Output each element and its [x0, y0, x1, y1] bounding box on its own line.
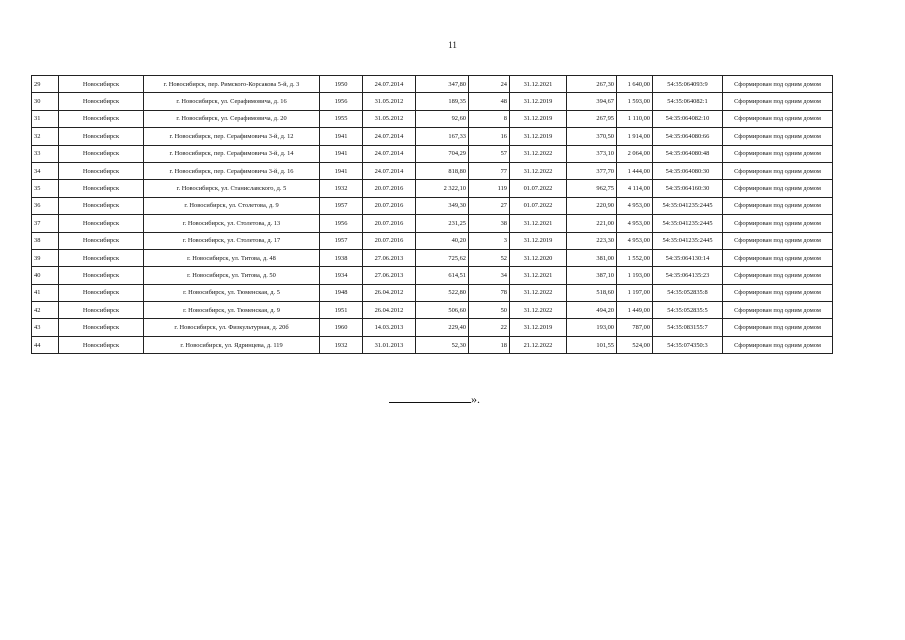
living-area-cell: 267,95: [567, 110, 617, 127]
year-built-cell: 1941: [320, 162, 363, 179]
year-built-cell: 1956: [320, 93, 363, 110]
address-cell: г. Новосибирск, пер. Римского-Корсакова 5-й, д. 3: [144, 76, 320, 93]
row-number: 37: [32, 215, 59, 232]
cadastral-number-cell: 54:35:074350:3: [653, 336, 723, 353]
land-area-cell: 1 110,00: [617, 110, 653, 127]
address-cell: г. Новосибирск, ул. Тюменская, д. 9: [144, 302, 320, 319]
land-area-cell: 1 193,00: [617, 267, 653, 284]
row-number: 31: [32, 110, 59, 127]
row-number: 38: [32, 232, 59, 249]
row-number: 32: [32, 128, 59, 145]
year-built-cell: 1956: [320, 215, 363, 232]
cadastral-number-cell: 54:35:083155:7: [653, 319, 723, 336]
deadline-cell: 31.12.2021: [510, 267, 567, 284]
living-area-cell: 221,00: [567, 215, 617, 232]
living-area-cell: 377,70: [567, 162, 617, 179]
deadline-cell: 31.12.2019: [510, 93, 567, 110]
deadline-cell: 31.12.2021: [510, 215, 567, 232]
residents-cell: 52: [469, 249, 510, 266]
address-cell: г. Новосибирск, ул. Серафимовича, д. 16: [144, 93, 320, 110]
cadastral-number-cell: 54:35:064080:48: [653, 145, 723, 162]
area-cell: 349,30: [416, 197, 469, 214]
land-status-cell: Сформирован под одним домом: [723, 180, 833, 197]
closing-quote: ».: [471, 392, 480, 406]
area-cell: 704,29: [416, 145, 469, 162]
table-row: [32, 267, 833, 284]
settlement-cell: Новосибирск: [59, 319, 144, 336]
deadline-cell: 31.12.2019: [510, 232, 567, 249]
land-status-cell: Сформирован под одним домом: [723, 232, 833, 249]
land-area-cell: 4 114,00: [617, 180, 653, 197]
deadline-cell: 31.12.2022: [510, 145, 567, 162]
land-status-cell: Сформирован под одним домом: [723, 267, 833, 284]
table-row: [32, 319, 833, 336]
year-built-cell: 1950: [320, 76, 363, 93]
decision-date-cell: 27.06.2013: [363, 267, 416, 284]
cadastral-number-cell: 54:35:064080:66: [653, 128, 723, 145]
cadastral-number-cell: 54:35:041235:2445: [653, 232, 723, 249]
residents-cell: 27: [469, 197, 510, 214]
residents-cell: 34: [469, 267, 510, 284]
residents-cell: 3: [469, 232, 510, 249]
land-status-cell: Сформирован под одним домом: [723, 145, 833, 162]
deadline-cell: 31.12.2021: [510, 76, 567, 93]
year-built-cell: 1934: [320, 267, 363, 284]
row-number: 35: [32, 180, 59, 197]
settlement-cell: Новосибирск: [59, 302, 144, 319]
settlement-cell: Новосибирск: [59, 145, 144, 162]
year-built-cell: 1960: [320, 319, 363, 336]
land-status-cell: Сформирован под одним домом: [723, 319, 833, 336]
area-cell: 92,60: [416, 110, 469, 127]
table-row: [32, 336, 833, 353]
area-cell: 189,35: [416, 93, 469, 110]
address-cell: г. Новосибирск, ул. Ядринцева, д. 119: [144, 336, 320, 353]
row-number: 40: [32, 267, 59, 284]
decision-date-cell: 31.05.2012: [363, 110, 416, 127]
cadastral-number-cell: 54:35:052835:8: [653, 284, 723, 301]
settlement-cell: Новосибирск: [59, 162, 144, 179]
deadline-cell: 31.12.2020: [510, 249, 567, 266]
residents-cell: 57: [469, 145, 510, 162]
living-area-cell: 518,60: [567, 284, 617, 301]
address-cell: г. Новосибирск, ул. Тюменская, д. 5: [144, 284, 320, 301]
row-number: 34: [32, 162, 59, 179]
settlement-cell: Новосибирск: [59, 76, 144, 93]
table-row: [32, 145, 833, 162]
decision-date-cell: 20.07.2016: [363, 215, 416, 232]
cadastral-number-cell: 54:35:041235:2445: [653, 215, 723, 232]
residents-cell: 50: [469, 302, 510, 319]
row-number: 29: [32, 76, 59, 93]
area-cell: 167,33: [416, 128, 469, 145]
land-status-cell: Сформирован под одним домом: [723, 128, 833, 145]
residents-cell: 48: [469, 93, 510, 110]
table-row: [32, 93, 833, 110]
cadastral-number-cell: 54:35:064080:30: [653, 162, 723, 179]
deadline-cell: 31.12.2022: [510, 162, 567, 179]
area-cell: 2 322,10: [416, 180, 469, 197]
cadastral-number-cell: 54:35:064135:23: [653, 267, 723, 284]
area-cell: 347,80: [416, 76, 469, 93]
page-number: 11: [448, 40, 457, 50]
signature-underline: [389, 392, 471, 403]
year-built-cell: 1941: [320, 128, 363, 145]
address-cell: г. Новосибирск, ул. Столетова, д. 17: [144, 232, 320, 249]
residents-cell: 78: [469, 284, 510, 301]
land-area-cell: 1 640,00: [617, 76, 653, 93]
land-status-cell: Сформирован под одним домом: [723, 76, 833, 93]
area-cell: 522,80: [416, 284, 469, 301]
decision-date-cell: 31.05.2012: [363, 93, 416, 110]
living-area-cell: 193,00: [567, 319, 617, 336]
residents-cell: 119: [469, 180, 510, 197]
land-status-cell: Сформирован под одним домом: [723, 215, 833, 232]
deadline-cell: 31.12.2019: [510, 110, 567, 127]
decision-date-cell: 20.07.2016: [363, 232, 416, 249]
settlement-cell: Новосибирск: [59, 197, 144, 214]
address-cell: г. Новосибирск, ул. Столетова, д. 13: [144, 215, 320, 232]
year-built-cell: 1957: [320, 197, 363, 214]
residents-cell: 24: [469, 76, 510, 93]
area-cell: 40,20: [416, 232, 469, 249]
year-built-cell: 1948: [320, 284, 363, 301]
row-number: 30: [32, 93, 59, 110]
living-area-cell: 223,30: [567, 232, 617, 249]
address-cell: г. Новосибирск, пер. Серафимовича 3-й, д. 14: [144, 145, 320, 162]
address-cell: г. Новосибирск, ул. Титова, д. 50: [144, 267, 320, 284]
deadline-cell: 21.12.2022: [510, 336, 567, 353]
land-area-cell: 4 953,00: [617, 197, 653, 214]
settlement-cell: Новосибирск: [59, 267, 144, 284]
living-area-cell: 370,50: [567, 128, 617, 145]
land-area-cell: 787,00: [617, 319, 653, 336]
living-area-cell: 267,30: [567, 76, 617, 93]
cadastral-number-cell: 54:35:064130:14: [653, 249, 723, 266]
deadline-cell: 31.12.2019: [510, 319, 567, 336]
land-status-cell: Сформирован под одним домом: [723, 93, 833, 110]
decision-date-cell: 20.07.2016: [363, 180, 416, 197]
living-area-cell: 381,00: [567, 249, 617, 266]
decision-date-cell: 26.04.2012: [363, 284, 416, 301]
table-row: [32, 76, 833, 93]
table-row: [32, 110, 833, 127]
land-area-cell: 1 914,00: [617, 128, 653, 145]
year-built-cell: 1932: [320, 180, 363, 197]
deadline-cell: 01.07.2022: [510, 180, 567, 197]
decision-date-cell: 26.04.2012: [363, 302, 416, 319]
deadline-cell: 31.12.2022: [510, 302, 567, 319]
area-cell: 231,25: [416, 215, 469, 232]
land-area-cell: 1 552,00: [617, 249, 653, 266]
land-area-cell: 4 953,00: [617, 232, 653, 249]
year-built-cell: 1941: [320, 145, 363, 162]
address-cell: г. Новосибирск, ул. Станиславского, д. 5: [144, 180, 320, 197]
decision-date-cell: 27.06.2013: [363, 249, 416, 266]
living-area-cell: 387,10: [567, 267, 617, 284]
row-number: 43: [32, 319, 59, 336]
settlement-cell: Новосибирск: [59, 128, 144, 145]
land-area-cell: 4 953,00: [617, 215, 653, 232]
living-area-cell: 101,55: [567, 336, 617, 353]
year-built-cell: 1932: [320, 336, 363, 353]
cadastral-number-cell: 54:35:041235:2445: [653, 197, 723, 214]
table-body: [32, 76, 833, 354]
settlement-cell: Новосибирск: [59, 249, 144, 266]
year-built-cell: 1951: [320, 302, 363, 319]
land-area-cell: 524,00: [617, 336, 653, 353]
land-area-cell: 1 593,00: [617, 93, 653, 110]
year-built-cell: 1938: [320, 249, 363, 266]
settlement-cell: Новосибирск: [59, 232, 144, 249]
row-number: 42: [32, 302, 59, 319]
table-row: [32, 302, 833, 319]
address-cell: г. Новосибирск, ул. Физкультурная, д. 20б: [144, 319, 320, 336]
decision-date-cell: 24.07.2014: [363, 76, 416, 93]
land-area-cell: 2 064,00: [617, 145, 653, 162]
row-number: 33: [32, 145, 59, 162]
land-status-cell: Сформирован под одним домом: [723, 197, 833, 214]
address-cell: г. Новосибирск, ул. Столетова, д. 9: [144, 197, 320, 214]
area-cell: 229,40: [416, 319, 469, 336]
address-cell: г. Новосибирск, ул. Серафимовича, д. 20: [144, 110, 320, 127]
area-cell: 506,60: [416, 302, 469, 319]
land-area-cell: 1 197,00: [617, 284, 653, 301]
land-area-cell: 1 444,00: [617, 162, 653, 179]
decision-date-cell: 24.07.2014: [363, 128, 416, 145]
area-cell: 818,80: [416, 162, 469, 179]
residents-cell: 77: [469, 162, 510, 179]
land-status-cell: Сформирован под одним домом: [723, 162, 833, 179]
row-number: 44: [32, 336, 59, 353]
residents-cell: 38: [469, 215, 510, 232]
table-row: [32, 232, 833, 249]
address-cell: г. Новосибирск, пер. Серафимовича 3-й, д. 12: [144, 128, 320, 145]
closing-line: [389, 392, 480, 407]
area-cell: 52,30: [416, 336, 469, 353]
housing-registry-table: [31, 75, 833, 354]
address-cell: г. Новосибирск, ул. Титова, д. 48: [144, 249, 320, 266]
decision-date-cell: 20.07.2016: [363, 197, 416, 214]
settlement-cell: Новосибирск: [59, 284, 144, 301]
cadastral-number-cell: 54:35:052835:5: [653, 302, 723, 319]
land-status-cell: Сформирован под одним домом: [723, 284, 833, 301]
living-area-cell: 373,10: [567, 145, 617, 162]
residents-cell: 16: [469, 128, 510, 145]
settlement-cell: Новосибирск: [59, 110, 144, 127]
table-row: [32, 284, 833, 301]
settlement-cell: Новосибирск: [59, 336, 144, 353]
cadastral-number-cell: 54:35:064082:10: [653, 110, 723, 127]
area-cell: 725,62: [416, 249, 469, 266]
table-row: [32, 249, 833, 266]
area-cell: 614,51: [416, 267, 469, 284]
table-row: [32, 180, 833, 197]
row-number: 39: [32, 249, 59, 266]
cadastral-number-cell: 54:35:064160:30: [653, 180, 723, 197]
row-number: 36: [32, 197, 59, 214]
residents-cell: 22: [469, 319, 510, 336]
settlement-cell: Новосибирск: [59, 180, 144, 197]
living-area-cell: 394,67: [567, 93, 617, 110]
table-row: [32, 197, 833, 214]
year-built-cell: 1955: [320, 110, 363, 127]
land-status-cell: Сформирован под одним домом: [723, 110, 833, 127]
decision-date-cell: 24.07.2014: [363, 145, 416, 162]
settlement-cell: Новосибирск: [59, 215, 144, 232]
living-area-cell: 962,75: [567, 180, 617, 197]
living-area-cell: 220,90: [567, 197, 617, 214]
land-status-cell: Сформирован под одним домом: [723, 302, 833, 319]
deadline-cell: 31.12.2019: [510, 128, 567, 145]
deadline-cell: 01.07.2022: [510, 197, 567, 214]
table-row: [32, 128, 833, 145]
decision-date-cell: 14.03.2013: [363, 319, 416, 336]
residents-cell: 18: [469, 336, 510, 353]
table-row: [32, 162, 833, 179]
land-area-cell: 1 449,00: [617, 302, 653, 319]
year-built-cell: 1957: [320, 232, 363, 249]
cadastral-number-cell: 54:35:064082:1: [653, 93, 723, 110]
settlement-cell: Новосибирск: [59, 93, 144, 110]
address-cell: г. Новосибирск, пер. Серафимовича 3-й, д. 16: [144, 162, 320, 179]
land-status-cell: Сформирован под одним домом: [723, 336, 833, 353]
decision-date-cell: 31.01.2013: [363, 336, 416, 353]
deadline-cell: 31.12.2022: [510, 284, 567, 301]
residents-cell: 8: [469, 110, 510, 127]
land-status-cell: Сформирован под одним домом: [723, 249, 833, 266]
living-area-cell: 494,20: [567, 302, 617, 319]
cadastral-number-cell: 54:35:064093:9: [653, 76, 723, 93]
decision-date-cell: 24.07.2014: [363, 162, 416, 179]
table-row: [32, 215, 833, 232]
row-number: 41: [32, 284, 59, 301]
